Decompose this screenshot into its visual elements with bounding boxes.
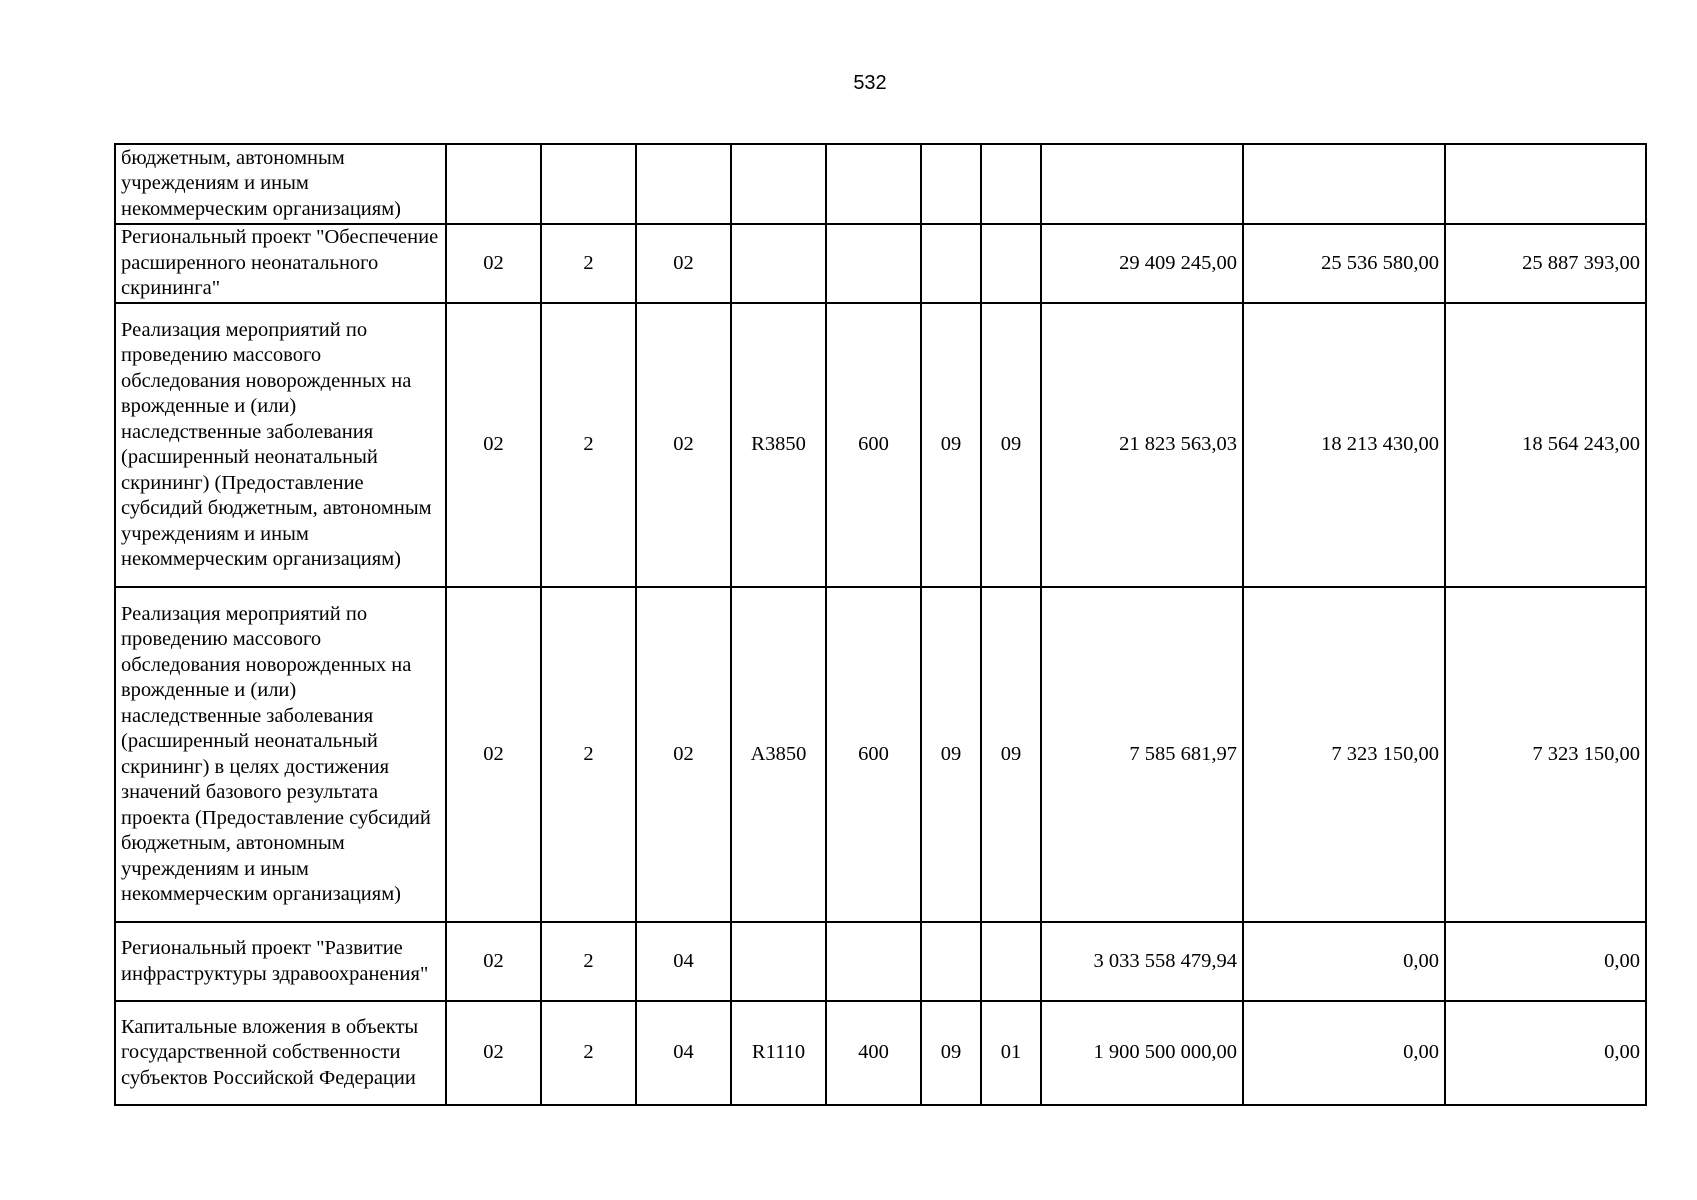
project-code xyxy=(636,144,731,224)
project-code: 04 xyxy=(636,1001,731,1105)
expense-type-code xyxy=(826,922,921,1001)
program-code xyxy=(446,144,541,224)
row-description: Реализация мероприятий по проведению массового обследования новорожденных на врожденные и (или) наследственные заболевания (расширенный неонатальный скрининг) (Предоставление субсидий бюджетным, автономным учреждениям и иным некоммерческим организациям) xyxy=(115,303,446,587)
amount-1: 29 409 245,00 xyxy=(1041,224,1243,303)
project-code: 02 xyxy=(636,587,731,922)
subprogram-code xyxy=(541,144,636,224)
expense-type-code: 400 xyxy=(826,1001,921,1105)
budget-table xyxy=(114,143,1647,1106)
program-code: 02 xyxy=(446,224,541,303)
table-row xyxy=(115,1001,1646,1105)
expense-type-code xyxy=(826,144,921,224)
subprogram-code: 2 xyxy=(541,303,636,587)
section-code: 09 xyxy=(921,303,981,587)
subsection-code: 09 xyxy=(981,303,1041,587)
amount-3: 18 564 243,00 xyxy=(1445,303,1646,587)
amount-1 xyxy=(1041,144,1243,224)
row-description: Региональный проект "Обеспечение расширенного неонатального скрининга" xyxy=(115,224,446,303)
subsection-code: 09 xyxy=(981,587,1041,922)
row-description: Региональный проект "Развитие инфраструктуры здравоохранения" xyxy=(115,922,446,1001)
target-code xyxy=(731,144,826,224)
target-code xyxy=(731,922,826,1001)
expense-type-code xyxy=(826,224,921,303)
expense-type-code: 600 xyxy=(826,587,921,922)
amount-3: 0,00 xyxy=(1445,1001,1646,1105)
table-row xyxy=(115,922,1646,1001)
table-row xyxy=(115,224,1646,303)
amount-3: 25 887 393,00 xyxy=(1445,224,1646,303)
project-code: 02 xyxy=(636,224,731,303)
table-row xyxy=(115,144,1646,224)
program-code: 02 xyxy=(446,1001,541,1105)
page-number: 532 xyxy=(853,72,887,94)
section-code: 09 xyxy=(921,587,981,922)
row-description: Капитальные вложения в объекты государственной собственности субъектов Российской Федерации xyxy=(115,1001,446,1105)
subsection-code: 01 xyxy=(981,1001,1041,1105)
section-code xyxy=(921,922,981,1001)
amount-2 xyxy=(1243,144,1445,224)
table-row xyxy=(115,587,1646,922)
target-code: R1110 xyxy=(731,1001,826,1105)
project-code: 02 xyxy=(636,303,731,587)
section-code xyxy=(921,224,981,303)
table-row xyxy=(115,303,1646,587)
program-code: 02 xyxy=(446,922,541,1001)
amount-1: 7 585 681,97 xyxy=(1041,587,1243,922)
target-code: A3850 xyxy=(731,587,826,922)
target-code xyxy=(731,224,826,303)
subprogram-code: 2 xyxy=(541,587,636,922)
subprogram-code: 2 xyxy=(541,224,636,303)
subsection-code xyxy=(981,224,1041,303)
program-code: 02 xyxy=(446,303,541,587)
section-code xyxy=(921,144,981,224)
subsection-code xyxy=(981,144,1041,224)
amount-1: 3 033 558 479,94 xyxy=(1041,922,1243,1001)
amount-1: 1 900 500 000,00 xyxy=(1041,1001,1243,1105)
subsection-code xyxy=(981,922,1041,1001)
target-code: R3850 xyxy=(731,303,826,587)
amount-2: 7 323 150,00 xyxy=(1243,587,1445,922)
program-code: 02 xyxy=(446,587,541,922)
amount-2: 18 213 430,00 xyxy=(1243,303,1445,587)
section-code: 09 xyxy=(921,1001,981,1105)
subprogram-code: 2 xyxy=(541,1001,636,1105)
amount-3: 7 323 150,00 xyxy=(1445,587,1646,922)
project-code: 04 xyxy=(636,922,731,1001)
amount-2: 0,00 xyxy=(1243,922,1445,1001)
amount-3 xyxy=(1445,144,1646,224)
row-description: Реализация мероприятий по проведению массового обследования новорожденных на врожденные и (или) наследственные заболевания (расширенный неонатальный скрининг) в целях достижения значений базового результата проекта (Предоставление субсидий бюджетным, автономным учреждениям и иным некоммерческим организациям) xyxy=(115,587,446,922)
amount-3: 0,00 xyxy=(1445,922,1646,1001)
amount-2: 0,00 xyxy=(1243,1001,1445,1105)
expense-type-code: 600 xyxy=(826,303,921,587)
amount-2: 25 536 580,00 xyxy=(1243,224,1445,303)
subprogram-code: 2 xyxy=(541,922,636,1001)
row-description: бюджетным, автономным учреждениям и иным некоммерческим организациям) xyxy=(115,144,446,224)
amount-1: 21 823 563,03 xyxy=(1041,303,1243,587)
